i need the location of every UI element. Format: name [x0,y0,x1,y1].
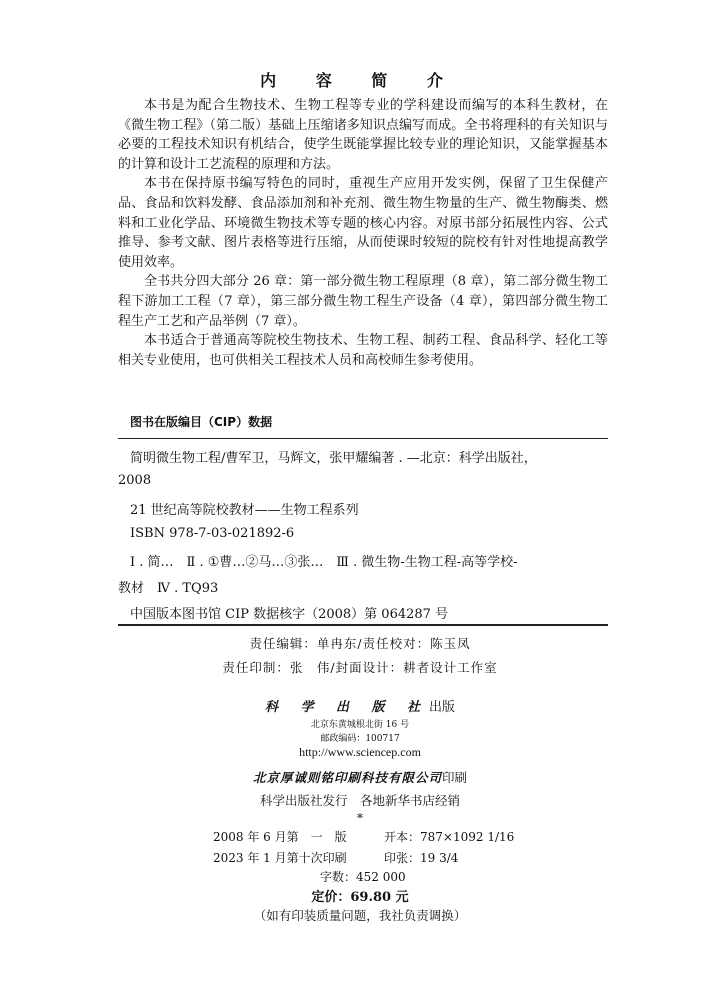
cip-classification: Ⅰ . 简… Ⅱ . ①曹…②马…③张… Ⅲ . 微生物-生物工程-高等学校- [130,555,518,570]
publisher-url: http://www.sciencep.com [299,745,421,759]
printer-suffix: 印刷 [442,770,468,785]
divider [118,438,608,439]
cip-classification-cont: 教材 Ⅳ . TQ93 [118,581,219,596]
publisher-postcode: 邮政编码：100717 [320,734,400,744]
book-format: 开本：787×1092 1/16 [384,830,515,844]
printing-info: 2023 年 1 月第十次印刷 [213,851,347,865]
intro-paragraph: 本书是为配合生物技术、生物工程等专业的学科建设而编写的本科生教材，在《微生物工程》（第二版）基础上压缩诸多知识点编写而成。全书将理科的有关知识与必要的工程技术知识有机结合，使学生既能掌握比较专业的理论知识，又能掌握基本的计算和设计工艺流程的原理和方法。 [118,98,608,172]
price: 定价：69.80 元 [311,890,409,905]
editor-credits: 责任编辑：单冉东/责任校对：陈玉凤 [249,636,471,651]
quality-notice: （如有印装质量问题，我社负责调换） [253,908,467,923]
word-count: 字数：452 000 [320,870,406,884]
intro-paragraph: 本书适合于普通高等院校生物技术、生物工程、制药工程、食品科学、轻化工等相关专业使用，也可供相关工程技术人员和高校师生参考使用。 [118,333,608,368]
printer-name: 北京厚诚则铭印刷科技有限公司 [252,770,442,785]
cip-isbn: ISBN 978-7-03-021892-6 [130,526,295,541]
publisher-suffix: 出版 [429,700,456,715]
first-edition: 2008 年 6 月第 一 版 [213,830,347,844]
page-title: 内 容 简 介 [260,71,460,90]
separator-mark: * [356,810,364,825]
intro-paragraph: 本书在保持原书编写特色的同时，重视生产应用开发实例，保留了卫生保健产品、食品和饮料发酵、食品添加剂和补充剂、微生物生物量的生产、微生物酶类、燃料和工业化学品、环境微生物技术等专题的核心内容。对原书部分拓展性内容、公式推导、参考文献、图片表格等进行压缩，从而使课时较短的院校有针对性地提高教学使用效率。 [118,176,608,270]
cip-bibliographic-year: 2008 [118,473,152,488]
publisher-address: 北京东黄城根北街 16 号 [310,720,410,730]
cip-series: 21 世纪高等院校教材——生物工程系列 [130,503,359,518]
intro-section [118,96,608,370]
production-credits: 责任印制：张 伟/封面设计：耕者设计工作室 [222,660,498,675]
cip-bibliographic-line: 简明微生物工程/曹军卫，马辉文，张甲耀编著 . —北京：科学出版社， [130,451,537,466]
publisher-line [0,696,720,715]
printed-sheets: 印张：19 3/4 [384,851,459,865]
publisher-name: 科 学 出 版 社 [264,700,430,715]
distribution-line: 科学出版社发行 各地新华书店经销 [259,793,460,808]
printer-line [0,767,720,786]
divider [118,624,608,626]
cip-heading: 图书在版编目（CIP）数据 [130,415,273,429]
intro-paragraph: 全书共分四大部分 26 章：第一部分微生物工程原理（8 章），第二部分微生物工程下游加工工程（7 章），第三部分微生物工程生产设备（4 章），第四部分微生物工程生产工艺和产品举例（7 章）。 [118,274,608,329]
cip-record-number: 中国版本图书馆 CIP 数据核字（2008）第 064287 号 [130,607,449,622]
